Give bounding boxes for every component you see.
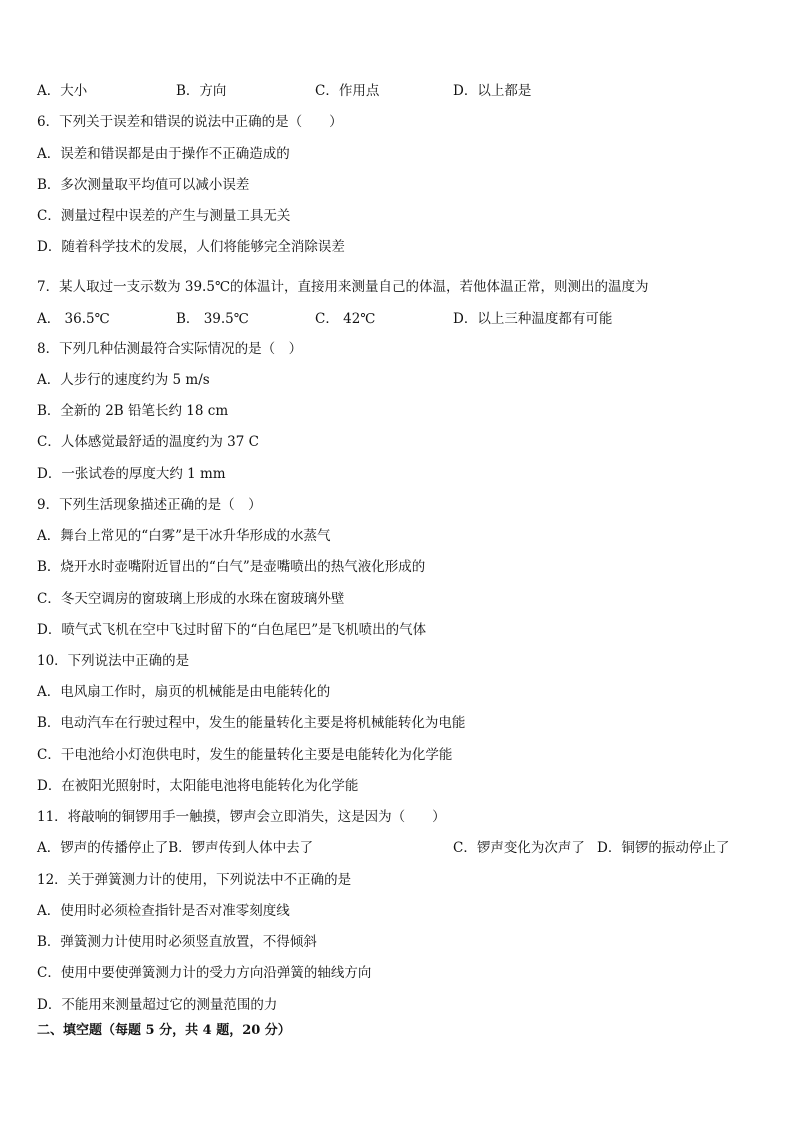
q7-option-d: D．以上三种温度都有可能 (453, 311, 613, 327)
q8-stem: 8．下列几种估测最符合实际情况的是（ ） (37, 341, 303, 357)
q5-option-a: A．大小 (37, 83, 88, 99)
q9-option-a: A．舞台上常见的“白雾”是干冰升华形成的水蒸气 (37, 528, 331, 544)
q10-stem: 10．下列说法中正确的是 (37, 653, 190, 669)
q10-option-d: D．在被阳光照射时，太阳能电池将电能转化为化学能 (37, 778, 359, 794)
q7-option-a: A． 36.5℃ (37, 311, 110, 327)
q12-option-d: D．不能用来测量超过它的测量范围的力 (37, 997, 278, 1013)
q8-option-b: B．全新的 2B 铅笔长约 18 cm (37, 403, 229, 419)
q5-option-b: B．方向 (176, 83, 227, 99)
q7-option-c: C． 42℃ (315, 311, 376, 327)
q8-option-d: D．一张试卷的厚度大约 1 mm (37, 466, 226, 482)
q11-option-ab: A．锣声的传播停止了B．锣声传到人体中去了 (37, 840, 314, 856)
q8-option-a: A．人步行的速度约为 5 m/s (37, 372, 210, 388)
q6-option-c: C．测量过程中误差的产生与测量工具无关 (37, 208, 291, 224)
q6-option-b: B．多次测量取平均值可以减小误差 (37, 177, 250, 193)
q12-option-c: C．使用中要使弹簧测力计的受力方向沿弹簧的轴线方向 (37, 965, 372, 981)
q6-option-a: A．误差和错误都是由于操作不正确造成的 (37, 146, 290, 162)
q10-option-a: A．电风扇工作时，扇页的机械能是由电能转化的 (37, 684, 331, 700)
q10-option-b: B．电动汽车在行驶过程中，发生的能量转化主要是将机械能转化为电能 (37, 715, 466, 731)
q7-option-b: B． 39.5℃ (176, 311, 249, 327)
q11-option-d: D．铜锣的振动停止了 (597, 840, 730, 856)
q11-stem: 11．将敲响的铜锣用手一触摸，锣声会立即消失，这是因为（ ） (37, 809, 446, 825)
q6-option-d: D．随着科学技术的发展，人们将能够完全消除误差 (37, 239, 345, 255)
section-heading-fill-in: 二、填空题（每题 5 分，共 4 题，20 分） (37, 1023, 291, 1038)
q5-option-c: C．作用点 (315, 83, 380, 99)
q6-stem: 6．下列关于误差和错误的说法中正确的是（ ） (37, 114, 343, 130)
q9-option-c: C．冬天空调房的窗玻璃上形成的水珠在窗玻璃外壁 (37, 591, 345, 607)
q9-option-d: D．喷气式飞机在空中飞过时留下的“白色尾巴”是飞机喷出的气体 (37, 622, 427, 638)
q5-option-d: D．以上都是 (453, 83, 532, 99)
q9-stem: 9．下列生活现象描述正确的是（ ） (37, 497, 262, 513)
q11-option-c: C．锣声变化为次声了 (453, 840, 585, 856)
q7-stem: 7．某人取过一支示数为 39.5℃的体温计，直接用来测量自己的体温，若他体温正常，则测出的温度为 (37, 279, 649, 295)
q8-option-c: C．人体感觉最舒适的温度约为 37 C (37, 434, 259, 450)
q12-stem: 12．关于弹簧测力计的使用，下列说法中不正确的是 (37, 872, 352, 888)
q10-option-c: C．干电池给小灯泡供电时，发生的能量转化主要是电能转化为化学能 (37, 747, 453, 763)
q9-option-b: B．烧开水时壶嘴附近冒出的“白气”是壶嘴喷出的热气液化形成的 (37, 559, 426, 575)
q12-option-a: A．使用时必须检查指针是否对准零刻度线 (37, 903, 290, 919)
q12-option-b: B．弹簧测力计使用时必须竖直放置，不得倾斜 (37, 934, 317, 950)
